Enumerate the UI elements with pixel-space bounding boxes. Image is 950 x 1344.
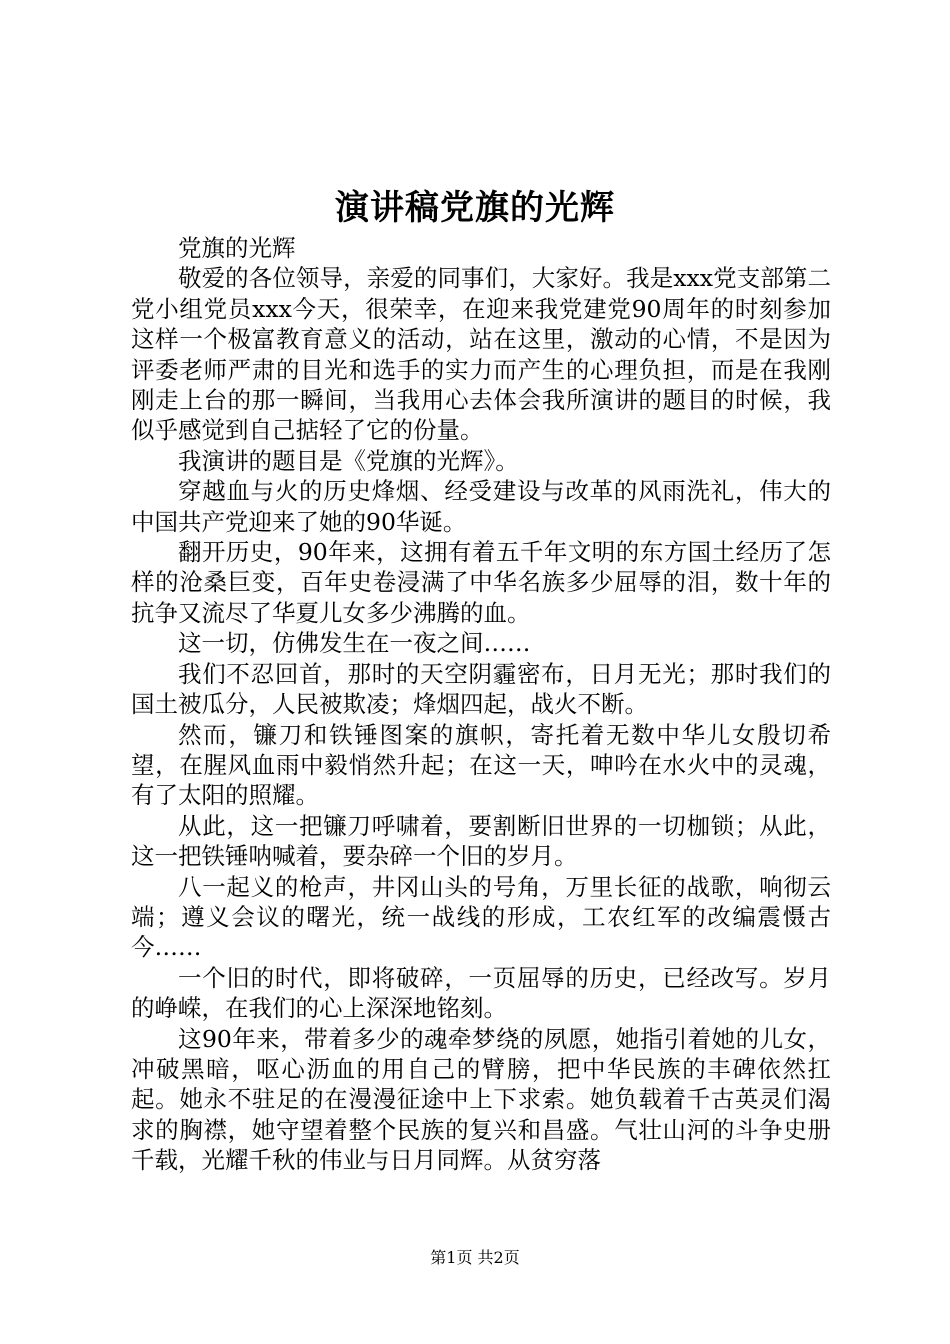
paragraph: 八一起义的枪声，井冈山头的号角，万里长征的战歌，响彻云端；遵义会议的曙光，统一战线的形成，工农红军的改编震慑古今…… [131, 872, 831, 962]
paragraph: 一个旧的时代，即将破碎，一页屈辱的历史，已经改写。岁月的峥嵘，在我们的心上深深地铭刻。 [131, 963, 831, 1023]
document-body [131, 233, 831, 1176]
paragraph: 穿越血与火的历史烽烟、经受建设与改革的风雨洗礼，伟大的中国共产党迎来了她的90华诞。 [131, 477, 831, 536]
paragraph: 然而，镰刀和铁锤图案的旗帜，寄托着无数中华儿女殷切希望，在腥风血雨中毅悄然升起；在这一天，呻吟在水火中的灵魂，有了太阳的照耀。 [131, 720, 831, 810]
document-title: 演讲稿党旗的光辉 [335, 188, 615, 228]
paragraph: 从此，这一把镰刀呼啸着，要割断旧世界的一切枷锁；从此，这一把铁锤呐喊着，要杂碎一个旧的岁月。 [131, 811, 831, 871]
paragraph: 敬爱的各位领导，亲爱的同事们，大家好。我是xxx党支部第二党小组党员xxx今天，很荣幸，在迎来我党建党90周年的时刻参加这样一个极富教育意义的活动，站在这里，激动的心情，不是因为评委老师严肃的目光和选手的实力而产生的心理负担，而是在我刚刚走上台的那一瞬间，当我用心去体会我所演讲的题目的时候，我似乎感觉到自己掂轻了它的份量。 [131, 264, 831, 445]
paragraph: 这90年来，带着多少的魂牵梦绕的夙愿，她指引着她的儿女，冲破黑暗，呕心沥血的用自己的臂膀，把中华民族的丰碑依然扛起。她永不驻足的在漫漫征途中上下求索。她负载着千古英灵们渴求的胸襟，她守望着整个民族的复兴和昌盛。气壮山河的斗争史册千载，光耀千秋的伟业与日月同辉。从贫穷落 [131, 1024, 831, 1175]
paragraph: 翻开历史，90年来，这拥有着五千年文明的东方国土经历了怎样的沧桑巨变，百年史卷浸满了中华名族多少屈辱的泪，数十年的抗争又流尽了华夏儿女多少沸腾的血。 [131, 538, 831, 627]
paragraph: 我们不忍回首，那时的天空阴霾密布，日月无光；那时我们的国土被瓜分，人民被欺凌；烽烟四起，战火不断。 [131, 659, 831, 719]
paragraph: 这一切，仿佛发生在一夜之间…… [178, 629, 531, 658]
page-footer: 第1页 共2页 [430, 1248, 520, 1267]
paragraph-subtitle: 党旗的光辉 [178, 234, 296, 262]
paragraph: 我演讲的题目是《党旗的光辉》。 [178, 446, 519, 475]
